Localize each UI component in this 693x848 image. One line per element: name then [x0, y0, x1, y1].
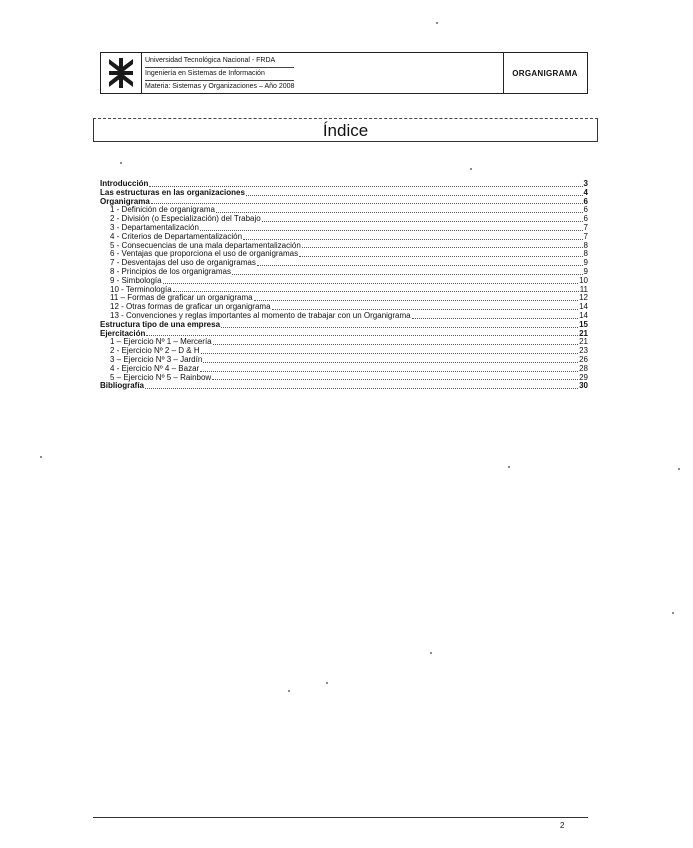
- toc-entry-label: Ejercitación: [100, 328, 146, 338]
- toc-leader-dots: [412, 317, 578, 319]
- toc-entry-page: 15: [579, 319, 588, 329]
- toc-entry-page: 11: [579, 284, 588, 294]
- toc-entry-page: 8: [583, 249, 588, 259]
- toc-entry-page: 28: [579, 363, 588, 373]
- toc-entry-label: 5 – Ejercicio Nº 5 – Rainbow: [110, 372, 212, 382]
- toc-leader-dots: [257, 264, 583, 266]
- header-career: Ingeniería en Sistemas de Información: [145, 68, 294, 81]
- toc-leader-dots: [243, 238, 582, 240]
- toc-entry-page: 12: [579, 293, 588, 303]
- toc-entry-label: 2 - Ejercicio Nº 2 – D & H: [110, 346, 200, 356]
- page-number: 2: [560, 821, 565, 830]
- toc-entry-page: 23: [579, 346, 588, 356]
- toc-entry-label: 6 - Ventajas que proporciona el uso de organigramas: [110, 249, 299, 259]
- toc-leader-dots: [221, 326, 578, 328]
- toc-entry-page: 10: [579, 275, 588, 285]
- toc-leader-dots: [299, 255, 582, 257]
- toc-entry: [100, 277, 588, 286]
- toc-leader-dots: [145, 387, 578, 389]
- toc-entry-label: 4 - Criterios de Departamentalización: [110, 231, 243, 241]
- toc-leader-dots: [272, 308, 579, 310]
- toc-entry-label: 1 - Definición de organigrama: [110, 205, 215, 215]
- toc-leader-dots: [302, 246, 583, 248]
- toc-entry-label: 5 - Consecuencias de una mala departamentalización: [110, 240, 301, 250]
- toc-entry: [100, 268, 588, 277]
- toc-entry: [100, 189, 588, 198]
- toc-leader-dots: [200, 370, 578, 372]
- toc-leader-dots: [216, 211, 583, 213]
- toc-entry-label: 9 - Simbología: [110, 275, 162, 285]
- toc-entry-page: 4: [583, 187, 588, 197]
- header-divider: [141, 53, 142, 93]
- toc-entry-label: 10 - Terminología: [110, 284, 172, 294]
- scan-speck: [430, 652, 432, 654]
- utn-logo-icon: [105, 56, 137, 90]
- scan-speck: [470, 168, 472, 170]
- toc-leader-dots: [163, 282, 579, 284]
- toc-entry-page: 7: [583, 222, 588, 232]
- toc-entry-page: 8: [583, 240, 588, 250]
- toc-leader-dots: [146, 334, 578, 336]
- toc-leader-dots: [213, 343, 578, 345]
- toc-entry-label: 1 – Ejercicio Nº 1 – Mercería: [110, 337, 212, 347]
- toc-entry-label: Estructura tipo de una empresa: [100, 319, 221, 329]
- toc-entry-label: Las estructuras en las organizaciones: [100, 187, 245, 197]
- toc-entry-label: 8 - Principios de los organigramas: [110, 266, 231, 276]
- scan-speck: [120, 162, 122, 164]
- toc-entry-page: 29: [579, 372, 588, 382]
- header-text-block: [145, 55, 294, 93]
- header-university: Universidad Tecnológica Nacional - FRDA: [145, 55, 294, 68]
- toc-entry-label: 3 - Departamentalización: [110, 222, 199, 232]
- toc-entry-label: 4 - Ejercicio Nº 4 – Bazar: [110, 363, 200, 373]
- footer-divider: [93, 817, 588, 818]
- scan-speck: [672, 612, 674, 614]
- scan-speck: [436, 22, 438, 24]
- toc-entry-page: 3: [583, 179, 588, 188]
- toc-entry-page: 26: [579, 354, 588, 364]
- document-header: [100, 52, 588, 94]
- toc-entry-page: 21: [579, 337, 588, 347]
- toc-entry-label: 11 – Formas de graficar un organigrama: [110, 293, 253, 303]
- toc-leader-dots: [232, 273, 583, 275]
- toc-entry-page: 21: [579, 328, 588, 338]
- toc-entry: [100, 374, 588, 383]
- toc-entry-label: 12 - Otras formas de graficar un organigrama: [110, 302, 271, 312]
- toc-entry-page: 6: [583, 196, 588, 206]
- scan-speck: [288, 690, 290, 692]
- toc-leader-dots: [151, 202, 583, 204]
- toc-leader-dots: [201, 352, 578, 354]
- scan-speck: [326, 682, 328, 684]
- header-topic-tag: ORGANIGRAMA: [512, 68, 578, 78]
- toc-leader-dots: [246, 194, 583, 196]
- scan-speck: [678, 468, 680, 470]
- toc-entry-page: 30: [579, 381, 588, 391]
- toc-entry-label: Introducción: [100, 179, 149, 188]
- toc-entry-label: 13 - Convenciones y reglas importantes al momento de trabajar con un Organigrama: [110, 310, 411, 320]
- toc-entry-label: 2 - División (o Especialización) del Trabajo: [110, 214, 261, 224]
- toc-entry: [100, 321, 588, 330]
- toc-entry-label: Bibliografía: [100, 381, 145, 391]
- toc-leader-dots: [173, 290, 579, 292]
- toc-entry-page: 14: [579, 310, 588, 320]
- toc-leader-dots: [200, 229, 583, 231]
- toc-entry-page: 6: [583, 214, 588, 224]
- toc-entry-label: 3 – Ejercicio Nº 3 – Jardín: [110, 354, 203, 364]
- toc-entry: [100, 382, 588, 391]
- toc-entry-page: 14: [579, 302, 588, 312]
- scan-speck: [508, 466, 510, 468]
- page-title: Índice: [322, 121, 369, 140]
- toc-leader-dots: [254, 299, 579, 301]
- toc-entry-page: 6: [583, 205, 588, 215]
- toc-entry-page: 7: [583, 231, 588, 241]
- toc-leader-dots: [212, 378, 578, 380]
- toc-entry-label: 7 - Desventajas del uso de organigramas: [110, 258, 256, 268]
- toc-entry-page: 9: [583, 266, 588, 276]
- toc-entry-label: Organigrama: [100, 196, 150, 206]
- toc-leader-dots: [262, 220, 583, 222]
- toc-leader-dots: [149, 185, 582, 187]
- toc-leader-dots: [203, 361, 578, 363]
- scan-speck: [40, 456, 42, 458]
- table-of-contents: [100, 180, 588, 391]
- title-frame: [93, 118, 598, 142]
- toc-entry-page: 9: [583, 258, 588, 268]
- header-subject: Materia: Sistemas y Organizaciones – Año 2008: [145, 83, 295, 90]
